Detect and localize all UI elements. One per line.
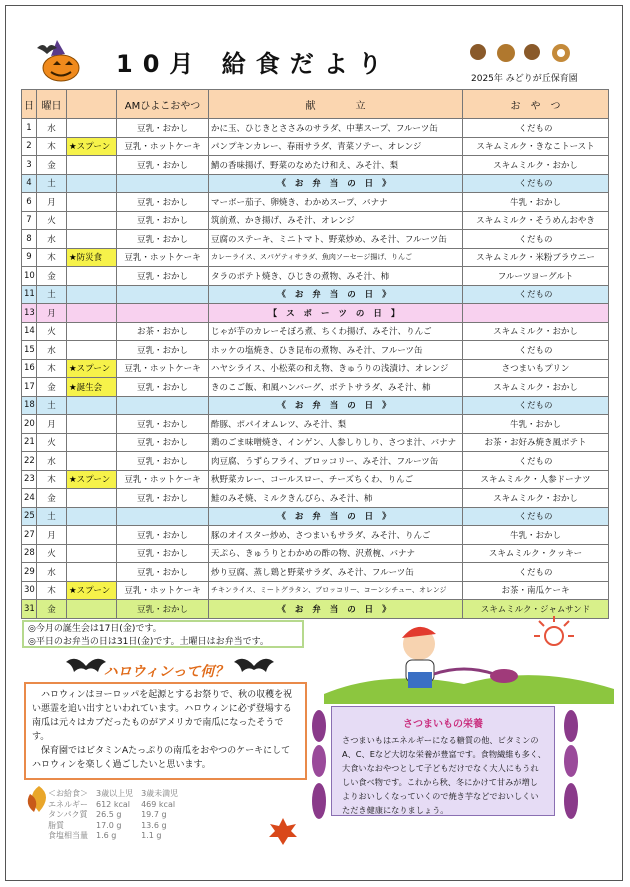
am-snack-cell: 豆乳・おかし: [117, 378, 209, 397]
header-event: [67, 90, 117, 119]
header-dow: 曜日: [37, 90, 67, 119]
nutrition-header: ＜お給食＞: [48, 789, 88, 798]
day-cell: 29: [22, 563, 37, 582]
acorn-icon: [466, 38, 576, 68]
day-cell: 9: [22, 248, 37, 267]
sweet-potato-title: さつまいもの栄養: [403, 719, 483, 730]
nutrition-value: 469 kcal: [141, 799, 176, 809]
day-cell: 6: [22, 193, 37, 212]
snack-cell: くだもの: [463, 230, 609, 249]
nutrition-label: タンパク質: [48, 810, 88, 819]
dow-cell: 月: [37, 526, 67, 545]
nutrition-value: 13.6 g: [141, 820, 167, 830]
am-snack-cell: 豆乳・おかし: [117, 452, 209, 471]
dow-cell: 火: [37, 544, 67, 563]
snack-cell: 牛乳・おかし: [463, 193, 609, 212]
halloween-text-2: 保育園ではビタミンAたっぷりの南瓜をおやつのケーキにしてハロウィンを楽しく過ごしたいと思います。: [32, 746, 291, 770]
menu-cell: 鶏のごま味噌焼き、インゲン、人参しりしり、さつま汁、バナナ: [209, 433, 463, 452]
table-row: [22, 230, 609, 249]
table-row: [22, 248, 609, 267]
dow-cell: 木: [37, 581, 67, 600]
menu-cell: 炒り豆腐、蒸し鶏と野菜サラダ、みそ汁、フルーツ缶: [209, 563, 463, 582]
snack-cell: スキムミルク・きなこトースト: [463, 137, 609, 156]
dow-cell: 木: [37, 359, 67, 378]
nutrition-header: 3歳以上児: [96, 789, 134, 798]
snack-cell: くだもの: [463, 285, 609, 304]
snack-cell: スキムミルク・おかし: [463, 489, 609, 508]
day-cell: 30: [22, 581, 37, 600]
menu-cell: タラのポテト焼き、ひじきの煮物、みそ汁、柿: [209, 267, 463, 286]
day-cell: 13: [22, 304, 37, 323]
event-cell: ★スプーン: [67, 359, 117, 378]
day-cell: 17: [22, 378, 37, 397]
header-snack: お や つ: [463, 90, 609, 119]
event-cell: [67, 174, 117, 193]
day-cell: 16: [22, 359, 37, 378]
event-cell: ★スプーン: [67, 137, 117, 156]
table-row: [22, 396, 609, 415]
event-cell: [67, 341, 117, 360]
table-row: [22, 137, 609, 156]
dow-cell: 水: [37, 341, 67, 360]
menu-cell: 天ぷら、きゅうりとわかめの酢の物、沢煮椀、バナナ: [209, 544, 463, 563]
snack-cell: 牛乳・おかし: [463, 415, 609, 434]
am-snack-cell: 豆乳・ホットケーキ: [117, 581, 209, 600]
menu-cell: 肉豆腐、うずらフライ、ブロッコリー、みそ汁、フルーツ缶: [209, 452, 463, 471]
dow-cell: 金: [37, 156, 67, 175]
event-cell: [67, 230, 117, 249]
dow-cell: 土: [37, 507, 67, 526]
day-cell: 24: [22, 489, 37, 508]
event-cell: [67, 156, 117, 175]
menu-cell: 《 お 弁 当 の 日 》: [209, 174, 463, 193]
day-cell: 18: [22, 396, 37, 415]
nutrition-value: 19.7 g: [141, 810, 167, 819]
table-row: [22, 119, 609, 138]
day-cell: 31: [22, 600, 37, 619]
am-snack-cell: [117, 174, 209, 193]
event-cell: [67, 526, 117, 545]
menu-cell: パンプキンカレー、春雨サラダ、青菜ソテー、オレンジ: [209, 137, 463, 156]
dow-cell: 月: [37, 304, 67, 323]
dow-cell: 土: [37, 396, 67, 415]
day-cell: 11: [22, 285, 37, 304]
nutrition-value: 1.6 g: [96, 831, 117, 840]
event-cell: [67, 267, 117, 286]
snack-cell: スキムミルク・おかし: [463, 322, 609, 341]
dow-cell: 土: [37, 174, 67, 193]
menu-body: [22, 119, 609, 619]
page-title: 10月 給食だより: [116, 50, 392, 78]
menu-cell: ホッケの塩焼き、ひき昆布の煮物、みそ汁、フルーツ缶: [209, 341, 463, 360]
pumpkin-icon: [31, 38, 91, 83]
event-cell: [67, 304, 117, 323]
event-cell: ★防災食: [67, 248, 117, 267]
day-cell: 22: [22, 452, 37, 471]
snack-cell: くだもの: [463, 452, 609, 471]
am-snack-cell: お茶・おかし: [117, 322, 209, 341]
snack-cell: スキムミルク・おかし: [463, 378, 609, 397]
table-row: [22, 174, 609, 193]
event-cell: [67, 489, 117, 508]
table-row: [22, 341, 609, 360]
table-header: [22, 90, 609, 119]
snack-cell: スキムミルク・そうめんおやき: [463, 211, 609, 230]
snack-cell: くだもの: [463, 341, 609, 360]
am-snack-cell: 豆乳・おかし: [117, 563, 209, 582]
event-cell: [67, 563, 117, 582]
note-lunchbox: ◎平日のお弁当の日は31日(金)です。土曜日はお弁当です。: [28, 637, 269, 647]
sweet-potato-icon: [309, 706, 329, 826]
snack-cell: くだもの: [463, 119, 609, 138]
menu-cell: 鯖の香味揚げ、野菜のなめたけ和え、みそ汁、梨: [209, 156, 463, 175]
am-snack-cell: 豆乳・おかし: [117, 267, 209, 286]
am-snack-cell: 豆乳・ホットケーキ: [117, 470, 209, 489]
table-row: [22, 415, 609, 434]
am-snack-cell: 豆乳・ホットケーキ: [117, 359, 209, 378]
dow-cell: 木: [37, 137, 67, 156]
menu-cell: 豚のオイスター炒め、さつまいもサラダ、みそ汁、りんご: [209, 526, 463, 545]
leaf-icon: [268, 816, 298, 846]
menu-cell: 鮭のみそ焼、ミルクきんぴら、みそ汁、柿: [209, 489, 463, 508]
dow-cell: 水: [37, 119, 67, 138]
menu-cell: 酢豚、ポパイオムレツ、みそ汁、梨: [209, 415, 463, 434]
day-cell: 2: [22, 137, 37, 156]
menu-cell: 筑前煮、かき揚げ、みそ汁、オレンジ: [209, 211, 463, 230]
menu-cell: 《 お 弁 当 の 日 》: [209, 285, 463, 304]
menu-cell: 《 お 弁 当 の 日 》: [209, 600, 463, 619]
table-row: [22, 285, 609, 304]
sweet-potato-box: [331, 706, 555, 816]
day-cell: 20: [22, 415, 37, 434]
day-cell: 23: [22, 470, 37, 489]
event-cell: [67, 544, 117, 563]
am-snack-cell: 豆乳・おかし: [117, 341, 209, 360]
event-cell: [67, 396, 117, 415]
event-cell: [67, 285, 117, 304]
event-cell: [67, 322, 117, 341]
dow-cell: 月: [37, 193, 67, 212]
snack-cell: お茶・お好み焼き風ポテト: [463, 433, 609, 452]
snack-cell: [463, 304, 609, 323]
menu-cell: マーボー茄子、卵焼き、わかめスープ、バナナ: [209, 193, 463, 212]
menu-cell: 豆腐のステーキ、ミニトマト、野菜炒め、みそ汁、フルーツ缶: [209, 230, 463, 249]
day-cell: 28: [22, 544, 37, 563]
halloween-title: ハロウィンって何？: [103, 664, 229, 680]
table-row: [22, 433, 609, 452]
dow-cell: 月: [37, 415, 67, 434]
halloween-text-1: ハロウィンはヨーロッパを起源とするお祭りで、秋の収穫を祝い悪霊を追い出すといわれています。ハロウィンに必ず登場する南瓜は元々はカブだったものがアメリカで南瓜になったそうです。: [32, 690, 293, 742]
table-row: [22, 507, 609, 526]
header-day: 日: [22, 90, 37, 119]
menu-cell: カレーライス、スパゲティサラダ、魚肉ソーセージ揚げ、りんご: [209, 248, 463, 267]
table-row: [22, 378, 609, 397]
am-snack-cell: 豆乳・おかし: [117, 489, 209, 508]
am-snack-cell: 豆乳・おかし: [117, 544, 209, 563]
event-cell: [67, 415, 117, 434]
am-snack-cell: 豆乳・おかし: [117, 156, 209, 175]
day-cell: 27: [22, 526, 37, 545]
day-cell: 3: [22, 156, 37, 175]
day-cell: 14: [22, 322, 37, 341]
menu-cell: 《 お 弁 当 の 日 》: [209, 507, 463, 526]
am-snack-cell: [117, 304, 209, 323]
nutrition-table: [44, 789, 182, 842]
dow-cell: 火: [37, 211, 67, 230]
day-cell: 21: [22, 433, 37, 452]
snack-cell: スキムミルク・おかし: [463, 156, 609, 175]
table-row: [22, 359, 609, 378]
table-row: [22, 322, 609, 341]
day-cell: 1: [22, 119, 37, 138]
dow-cell: 木: [37, 248, 67, 267]
event-cell: [67, 193, 117, 212]
nutrition-header: 3歳未満児: [141, 789, 179, 798]
table-row: [22, 563, 609, 582]
day-cell: 25: [22, 507, 37, 526]
snack-cell: くだもの: [463, 396, 609, 415]
event-cell: [67, 211, 117, 230]
newsletter-page: [5, 5, 623, 881]
snack-cell: スキムミルク・人参ドーナツ: [463, 470, 609, 489]
dow-cell: 水: [37, 452, 67, 471]
am-snack-cell: 豆乳・おかし: [117, 600, 209, 619]
am-snack-cell: 豆乳・おかし: [117, 119, 209, 138]
day-cell: 10: [22, 267, 37, 286]
sweet-potato-icon: [561, 706, 581, 826]
table-row: [22, 544, 609, 563]
snack-cell: くだもの: [463, 507, 609, 526]
am-snack-cell: [117, 507, 209, 526]
nutrition-label: 脂質: [48, 820, 64, 830]
header-am: AMひよこおやつ: [117, 90, 209, 119]
halloween-box: [24, 682, 307, 780]
day-cell: 4: [22, 174, 37, 193]
event-cell: ★誕生会: [67, 378, 117, 397]
snack-cell: くだもの: [463, 174, 609, 193]
table-row: [22, 193, 609, 212]
event-cell: [67, 433, 117, 452]
child-digging-illustration: [324, 614, 614, 709]
table-row: [22, 489, 609, 508]
event-cell: ★スプーン: [67, 470, 117, 489]
day-cell: 8: [22, 230, 37, 249]
am-snack-cell: 豆乳・おかし: [117, 415, 209, 434]
snack-cell: フルーツヨーグルト: [463, 267, 609, 286]
dow-cell: 金: [37, 267, 67, 286]
table-row: [22, 211, 609, 230]
nutrition-label: 食塩相当量: [48, 831, 88, 840]
menu-cell: ハヤシライス、小松菜の和え物、きゅうりの浅漬け、オレンジ: [209, 359, 463, 378]
menu-cell: 《 お 弁 当 の 日 》: [209, 396, 463, 415]
snack-cell: くだもの: [463, 563, 609, 582]
event-cell: [67, 600, 117, 619]
am-snack-cell: [117, 396, 209, 415]
am-snack-cell: 豆乳・ホットケーキ: [117, 248, 209, 267]
dow-cell: 土: [37, 285, 67, 304]
table-row: [22, 452, 609, 471]
dow-cell: 金: [37, 600, 67, 619]
nutrition-value: 17.0 g: [96, 820, 122, 830]
header-menu: 献 立: [209, 90, 463, 119]
snack-cell: さつまいもプリン: [463, 359, 609, 378]
am-snack-cell: 豆乳・おかし: [117, 211, 209, 230]
am-snack-cell: [117, 285, 209, 304]
day-cell: 7: [22, 211, 37, 230]
dow-cell: 金: [37, 489, 67, 508]
table-row: [22, 581, 609, 600]
event-cell: ★スプーン: [67, 581, 117, 600]
am-snack-cell: 豆乳・おかし: [117, 230, 209, 249]
nutrition-value: 1.1 g: [141, 831, 162, 840]
am-snack-cell: 豆乳・おかし: [117, 433, 209, 452]
event-cell: [67, 452, 117, 471]
table-row: [22, 470, 609, 489]
table-row: [22, 304, 609, 323]
menu-cell: かに玉、ひじきとささみのサラダ、中華スープ、フルーツ缶: [209, 119, 463, 138]
dow-cell: 水: [37, 563, 67, 582]
am-snack-cell: 豆乳・おかし: [117, 526, 209, 545]
menu-cell: チキンライス、ミートグラタン、ブロッコリー、コーンシチュー、オレンジ: [209, 581, 463, 600]
snack-cell: スキムミルク・ジャムサンド: [463, 600, 609, 619]
menu-table: [21, 89, 609, 619]
nutrition-label: エネルギー: [48, 799, 88, 809]
table-row: [22, 156, 609, 175]
menu-cell: 【 ス ポ ー ツ の 日 】: [209, 304, 463, 323]
am-snack-cell: 豆乳・おかし: [117, 193, 209, 212]
menu-cell: じゃが芋のカレーそぼろ煮、ちくわ揚げ、みそ汁、りんご: [209, 322, 463, 341]
dow-cell: 木: [37, 470, 67, 489]
snack-cell: スキムミルク・米粉ブラウニー: [463, 248, 609, 267]
menu-cell: 秋野菜カレー、コールスロー、チーズちくわ、りんご: [209, 470, 463, 489]
dow-cell: 水: [37, 230, 67, 249]
bat-icon: [234, 654, 274, 674]
snack-cell: お茶・南瓜ケーキ: [463, 581, 609, 600]
snack-cell: スキムミルク・クッキー: [463, 544, 609, 563]
menu-cell: きのこご飯、和風ハンバーグ、ポテトサラダ、みそ汁、柿: [209, 378, 463, 397]
nutrition-value: 26.5 g: [96, 810, 122, 819]
note-birthday: ◎今月の誕生会は17日(金)です。: [28, 624, 162, 634]
event-cell: [67, 507, 117, 526]
am-snack-cell: 豆乳・ホットケーキ: [117, 137, 209, 156]
school-name: 2025年 みどりが丘保育園: [471, 74, 578, 84]
dow-cell: 金: [37, 378, 67, 397]
table-row: [22, 267, 609, 286]
dow-cell: 火: [37, 322, 67, 341]
nutrition-value: 612 kcal: [96, 799, 130, 809]
day-cell: 15: [22, 341, 37, 360]
event-cell: [67, 119, 117, 138]
notes-box: [22, 620, 304, 648]
dow-cell: 火: [37, 433, 67, 452]
sweet-potato-text: さつまいもはエネルギーになる糖質の他、ビタミンのA、C、Eなど大切な栄養が豊富です。食物繊維も多く、大食いなおやつとして子どもだけでなく大人にもうれしい食べ物です。これから秋、冬にかけて甘みが増しよりおいしくなっていくので焼き芋などでおいしくいただき健康になりましょう。: [342, 735, 546, 815]
table-row: [22, 526, 609, 545]
snack-cell: 牛乳・おかし: [463, 526, 609, 545]
